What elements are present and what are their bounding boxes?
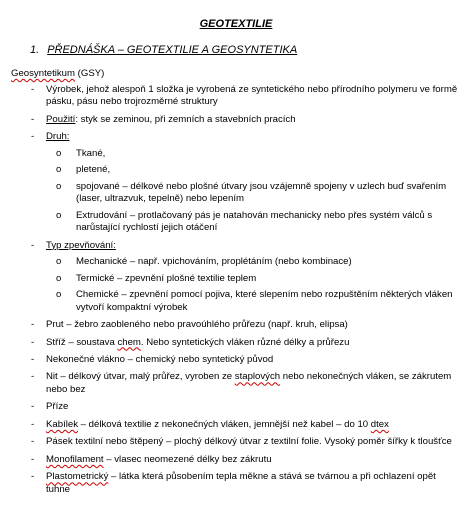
list-item-definition: [0, 84, 472, 109]
list-item-yarn: [0, 401, 472, 413]
mono-word: Monofilament: [46, 453, 104, 465]
kinds-sublist: [46, 148, 458, 235]
lecture-title: PŘEDNÁŠKA – GEOTEXTILIE A GEOSYNTETIKA: [47, 44, 298, 56]
rod-text: Prut – žebro zaobleného nebo pravoúhlého průřezu (např. kruh, elipsa): [46, 319, 348, 331]
list-item-reinforcement: [0, 240, 472, 314]
strand-pre: Stříž – soustava: [46, 336, 118, 348]
list-item-strand: [0, 337, 472, 349]
list-item-mono: [0, 454, 472, 466]
list-item-cord: [0, 419, 472, 431]
cord-mid: – délková textilie z nekonečných vláken, jemnější než kabel – do 10: [78, 418, 371, 430]
cord-word: Kabílek: [46, 418, 78, 430]
main-list: [0, 84, 472, 501]
list-item-kinds: [0, 131, 472, 234]
lecture-number: 1.: [30, 44, 40, 56]
strand-word: chem: [117, 336, 141, 348]
kinds-colon: :: [66, 131, 70, 143]
list-item-use: [0, 114, 472, 126]
reinforcement-colon: :: [113, 239, 116, 251]
endless-text: Nekonečné vlákno – chemický nebo syntetický původ: [46, 353, 274, 365]
kind-item: o pletené,: [46, 164, 458, 176]
plast-rest: – látka která působením tepla měkne a stává se tvárnou a při ochlazení opět tuhne: [46, 471, 436, 495]
yarn-text: Příze: [46, 401, 69, 413]
thread-word: staplových: [234, 371, 281, 383]
list-item-tape: [0, 436, 472, 448]
reinforcement-label: Typ zpevňování: [46, 239, 114, 251]
use-label: Použití: [46, 113, 76, 125]
list-item-rod: [0, 319, 472, 331]
thread-post: nebo nekonečných vláken, se zákrutem nebo bez: [46, 371, 452, 395]
list-item-plast: [0, 471, 472, 496]
intro-term: Geosyntetikum: [11, 68, 75, 79]
use-text: : styk se zeminou, při zemních a stavebních pracích: [75, 113, 296, 125]
tape-text: Pásek textilní nebo štěpený – plochý délkový útvar z textilní folie. Vysoký poměr šířky k tloušťce: [46, 436, 452, 448]
cord-unit: dtex: [370, 418, 389, 430]
list-item-endless: [0, 354, 472, 366]
kinds-label: Druh: [46, 131, 67, 143]
intro-abbr: (GSY): [75, 68, 105, 79]
kind-item: o spojované – délkové nebo plošné útvary jsou vzájemně spojeny v uzlech buď svařením (laser, ultrazvuk, tepelně) nebo lepením: [46, 181, 458, 206]
reinforcement-item: o Chemické – zpevnění pomocí pojiva, které slepením nebo rozpuštěním některých vláken vytvoří kompaktní výrobek: [46, 289, 458, 314]
definition-text: Výrobek, jehož alespoň 1 složka je vyrobená ze syntetického nebo přírodního polymeru ve formě pásku, pásu nebo trojrozměrné struktury: [46, 84, 458, 108]
document-title: GEOTEXTILIE: [199, 18, 273, 30]
kind-item: o Tkané,: [46, 148, 458, 160]
intro-line: [11, 68, 104, 80]
reinforcement-item: o Mechanické – např. vpichováním, proplétáním (nebo kombinace): [46, 256, 458, 268]
reinforcement-item: o Termické – zpevnění plošné textilie teplem: [46, 273, 458, 285]
reinforcement-sublist: [46, 256, 458, 314]
kind-item: o Extrudování – protlačovaný pás je natahován mechanicky nebo přes systém válců s narůstající rychlostí jejich otáčení: [46, 210, 458, 235]
list-item-thread: [0, 371, 472, 396]
lecture-heading: [30, 43, 297, 57]
mono-rest: – vlasec neomezené délky bez zákrutu: [103, 453, 272, 465]
thread-pre: Nit – délkový útvar, malý průřez, vyroben ze: [46, 371, 235, 383]
strand-post: . Nebo syntetických vláken různé délky a průřezu: [140, 336, 350, 348]
plast-word: Plastometrický: [46, 471, 109, 483]
